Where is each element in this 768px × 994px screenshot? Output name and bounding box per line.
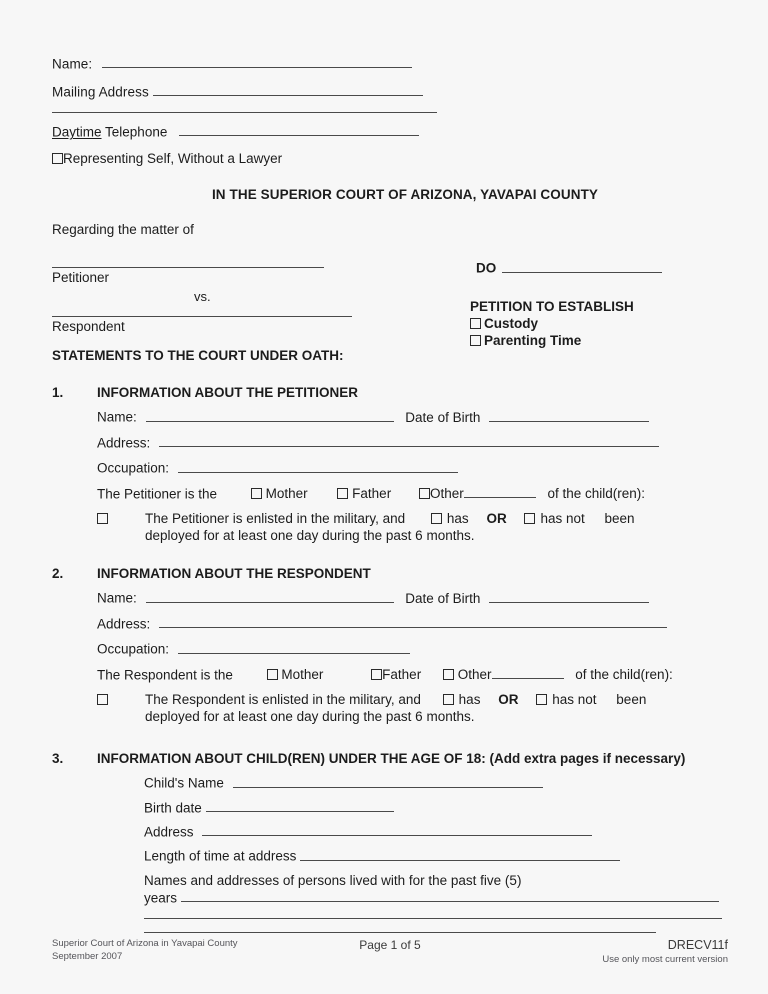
filer-info-block	[52, 56, 728, 165]
footer-form-code: DRECV11f	[667, 938, 728, 952]
petitioner-name-fill-line[interactable]	[146, 409, 394, 421]
section-petitioner	[52, 385, 728, 544]
petitioner-other-checkbox[interactable]	[419, 488, 430, 499]
section-children	[52, 751, 728, 933]
name-fill-line[interactable]	[102, 56, 412, 68]
respondent-role-mother[interactable]	[267, 667, 328, 682]
petitioner-role-other[interactable]	[419, 486, 536, 501]
case-number-prefix: DO	[476, 260, 497, 276]
parenting-time-checkbox[interactable]	[470, 335, 481, 346]
section-2-fields	[97, 590, 728, 725]
petitioner-role-father[interactable]	[337, 486, 395, 501]
child-persons-fill-line[interactable]	[181, 890, 719, 902]
respondent-military-has-not-option[interactable]	[536, 692, 596, 707]
respondent-military-checkbox[interactable]	[97, 694, 108, 705]
respondent-military-has-not-label: has not	[552, 692, 597, 708]
respondent-occupation-fill-line[interactable]	[178, 641, 410, 653]
versus-label: vs.	[194, 289, 211, 305]
petitioner-other-label: Other	[429, 486, 464, 502]
respondent-military-has-option[interactable]	[443, 692, 481, 707]
respondent-address-label: Address:	[97, 616, 151, 632]
child-name-label: Child's Name	[144, 775, 224, 791]
child-length-row	[144, 848, 728, 863]
respondent-military-block	[97, 692, 728, 725]
daytime-telephone-row	[52, 124, 728, 139]
name-label: Name:	[52, 56, 93, 72]
footer-form-info	[602, 938, 728, 965]
section-1-fields	[97, 409, 728, 544]
petitioner-address-label: Address:	[97, 435, 151, 451]
petitioner-military-has-label: has	[446, 511, 469, 527]
section-3-fields	[144, 775, 728, 933]
respondent-military-or: OR	[498, 692, 519, 708]
mailing-address-row	[52, 84, 728, 99]
caption-case-info	[420, 222, 720, 347]
respondent-mother-checkbox[interactable]	[267, 669, 278, 680]
petitioner-dob-label: Date of Birth	[405, 409, 481, 425]
case-caption	[52, 222, 728, 348]
daytime-label: Daytime	[52, 124, 102, 140]
section-2-heading: INFORMATION ABOUT THE RESPONDENT	[97, 566, 371, 582]
mailing-address-second-line[interactable]	[52, 112, 437, 113]
respondent-military-line1: The Respondent is enlisted in the military, and	[145, 692, 421, 708]
petitioner-military-has-option[interactable]	[431, 511, 469, 526]
telephone-label: Telephone	[105, 124, 168, 140]
regarding-matter-label: Regarding the matter of	[52, 222, 194, 238]
child-address-fill-line[interactable]	[202, 824, 592, 836]
footer-court-line: Superior Court of Arizona in Yavapai County	[52, 938, 238, 949]
child-birth-date-row	[144, 800, 728, 815]
child-persons-line1: Names and addresses of persons lived with for the past five (5)	[144, 872, 522, 888]
respondent-fill-line[interactable]	[52, 316, 352, 317]
respondent-other-fill-line[interactable]	[492, 667, 564, 679]
child-name-row	[144, 775, 728, 790]
petitioner-military-has-not-checkbox[interactable]	[524, 513, 535, 524]
respondent-other-checkbox[interactable]	[443, 669, 454, 680]
respondent-father-label: Father	[382, 667, 422, 683]
petitioner-address-fill-line[interactable]	[159, 435, 659, 447]
respondent-military-has-label: has	[458, 692, 481, 708]
respondent-role-suffix: of the child(ren):	[575, 667, 673, 683]
respondent-father-checkbox[interactable]	[371, 669, 382, 680]
petitioner-fill-line[interactable]	[52, 267, 324, 268]
petitioner-military-text	[145, 511, 728, 544]
name-row	[52, 56, 728, 71]
custody-label: Custody	[484, 315, 538, 331]
respondent-military-text	[145, 692, 728, 725]
respondent-military-line2: deployed for at least one day during the past 6 months.	[145, 708, 475, 724]
telephone-fill-line[interactable]	[179, 124, 419, 136]
child-birth-date-label: Birth date	[144, 799, 202, 815]
petitioner-occupation-fill-line[interactable]	[178, 460, 458, 472]
petitioner-military-or: OR	[486, 511, 507, 527]
child-name-fill-line[interactable]	[233, 775, 543, 787]
petitioner-other-fill-line[interactable]	[464, 486, 536, 498]
court-title: IN THE SUPERIOR COURT OF ARIZONA, YAVAPAI COUNTY	[211, 187, 599, 203]
respondent-label: Respondent	[52, 319, 125, 335]
petitioner-military-block	[97, 511, 728, 544]
child-length-fill-line[interactable]	[300, 848, 620, 860]
section-1-heading: INFORMATION ABOUT THE PETITIONER	[97, 385, 358, 401]
petitioner-occupation-label: Occupation:	[97, 460, 170, 476]
petitioner-father-label: Father	[352, 486, 392, 502]
section-3-number: 3.	[52, 751, 64, 767]
page-footer	[52, 938, 728, 972]
parenting-time-label: Parenting Time	[484, 332, 582, 348]
petitioner-role-row	[97, 486, 728, 501]
mailing-address-fill-line[interactable]	[153, 84, 423, 96]
child-blank-line-1[interactable]	[144, 918, 722, 919]
section-2-number: 2.	[52, 566, 64, 582]
representing-self-row	[52, 152, 728, 166]
case-number-row	[476, 260, 720, 275]
respondent-name-label: Name:	[97, 590, 137, 606]
petitioner-name-row	[97, 409, 728, 424]
respondent-other-label: Other	[457, 667, 492, 683]
petitioner-military-has-not-option[interactable]	[524, 511, 584, 526]
respondent-address-fill-line[interactable]	[159, 616, 667, 628]
respondent-address-row	[97, 616, 728, 631]
respondent-role-other[interactable]	[443, 667, 564, 682]
respondent-occupation-label: Occupation:	[97, 641, 170, 657]
respondent-name-fill-line[interactable]	[146, 590, 394, 602]
child-blank-line-2[interactable]	[144, 932, 656, 933]
respondent-occupation-row	[97, 641, 728, 656]
petitioner-military-has-checkbox[interactable]	[431, 513, 442, 524]
respondent-dob-fill-line[interactable]	[489, 590, 649, 602]
petitioner-military-has-not-label: has not	[540, 511, 585, 527]
petitioner-role-mother[interactable]	[251, 486, 312, 501]
child-persons-label: years	[144, 890, 178, 906]
respondent-military-been: been	[616, 692, 647, 708]
respondent-military-has-checkbox[interactable]	[443, 694, 454, 705]
mailing-address-label: Mailing Address	[52, 84, 149, 100]
child-length-label: Length of time at address	[144, 848, 297, 864]
petition-title: PETITION TO ESTABLISH	[470, 298, 634, 314]
petitioner-military-checkbox[interactable]	[97, 513, 108, 524]
petitioner-father-checkbox[interactable]	[337, 488, 348, 499]
respondent-name-row	[97, 590, 728, 605]
petition-option-custody[interactable]	[470, 316, 720, 331]
representing-self-label: Representing Self, Without a Lawyer	[63, 150, 283, 166]
child-birth-date-fill-line[interactable]	[206, 800, 394, 812]
petitioner-address-row	[97, 435, 728, 450]
respondent-role-row	[97, 667, 728, 682]
section-3-heading: INFORMATION ABOUT CHILD(REN) UNDER THE AGE OF 18: (Add extra pages if necessary)	[97, 751, 686, 767]
petitioner-military-line2: deployed for at least one day during the past 6 months.	[145, 527, 475, 543]
petition-option-parenting-time[interactable]	[470, 333, 720, 348]
petitioner-occupation-row	[97, 460, 728, 475]
petitioner-mother-checkbox[interactable]	[251, 488, 262, 499]
statements-heading: STATEMENTS TO THE COURT UNDER OATH:	[52, 348, 344, 364]
respondent-mother-label: Mother	[281, 667, 324, 683]
footer-version-note: Use only most current version	[602, 954, 728, 965]
section-respondent	[52, 566, 728, 725]
child-address-row	[144, 824, 728, 839]
petitioner-role-prefix: The Petitioner is the	[97, 486, 218, 502]
respondent-dob-label: Date of Birth	[405, 590, 481, 606]
footer-page-number: Page 1 of 5	[359, 938, 421, 952]
petitioner-military-line1: The Petitioner is enlisted in the military, and	[145, 511, 406, 527]
petitioner-role-suffix: of the child(ren):	[547, 486, 646, 502]
custody-checkbox[interactable]	[470, 318, 481, 329]
child-persons-row	[144, 890, 728, 905]
petitioner-mother-label: Mother	[265, 486, 308, 502]
respondent-role-prefix: The Respondent is the	[97, 667, 233, 683]
representing-self-checkbox[interactable]	[52, 153, 63, 164]
respondent-military-has-not-checkbox[interactable]	[536, 694, 547, 705]
petitioner-dob-fill-line[interactable]	[489, 409, 649, 421]
section-1-number: 1.	[52, 385, 64, 401]
footer-date-line: September 2007	[52, 950, 123, 962]
child-address-label: Address	[144, 824, 194, 840]
respondent-role-father[interactable]	[371, 667, 421, 682]
petitioner-label: Petitioner	[52, 270, 110, 286]
case-number-fill-line[interactable]	[502, 260, 662, 272]
caption-parties	[52, 222, 412, 334]
petitioner-military-been: been	[604, 511, 635, 527]
petitioner-name-label: Name:	[97, 409, 137, 425]
